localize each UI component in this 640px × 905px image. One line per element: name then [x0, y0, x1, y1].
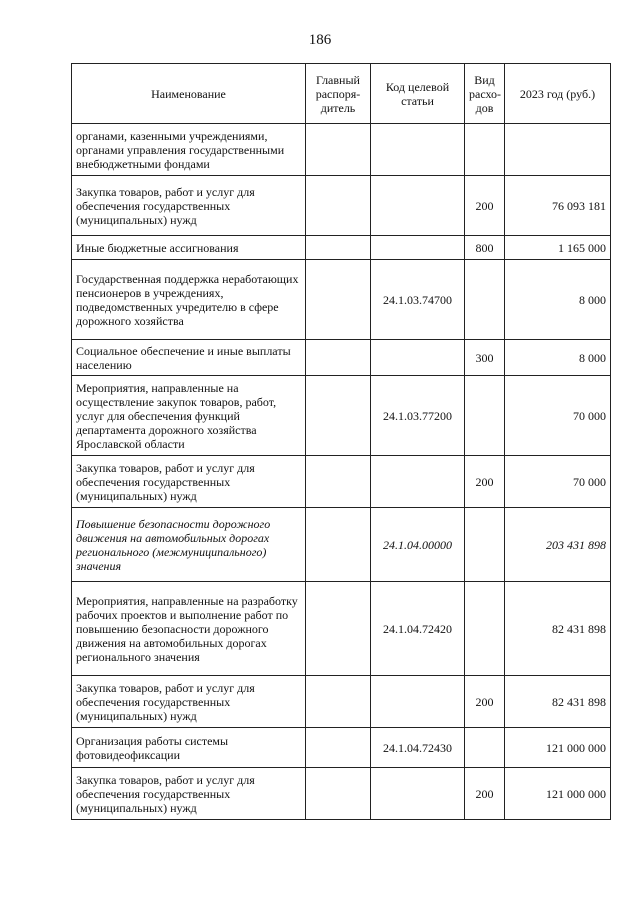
row-sum: 70 000	[505, 456, 611, 508]
row-sum: 121 000 000	[505, 768, 611, 820]
row-vid	[465, 728, 505, 768]
row-name: Закупка товаров, работ и услуг для обеспечения государственных (муниципальных) нужд	[72, 768, 306, 820]
table-row	[72, 508, 611, 582]
row-glavny	[306, 236, 371, 260]
row-sum: 82 431 898	[505, 676, 611, 728]
table-row	[72, 728, 611, 768]
row-code: 24.1.04.72430	[371, 728, 465, 768]
row-name: Социальное обеспечение и иные выплаты населению	[72, 340, 306, 376]
row-code	[371, 236, 465, 260]
row-sum: 76 093 181	[505, 176, 611, 236]
row-vid	[465, 582, 505, 676]
row-glavny	[306, 676, 371, 728]
row-glavny	[306, 376, 371, 456]
row-code	[371, 176, 465, 236]
row-vid	[465, 376, 505, 456]
row-glavny	[306, 768, 371, 820]
row-code	[371, 124, 465, 176]
row-name: Государственная поддержка неработающих пенсионеров в учреждениях, подведомственных учредителю в сфере дорожного хозяйства	[72, 260, 306, 340]
table-row	[72, 456, 611, 508]
row-code: 24.1.04.72420	[371, 582, 465, 676]
row-code	[371, 456, 465, 508]
header-sum: 2023 год (руб.)	[505, 64, 611, 124]
row-glavny	[306, 124, 371, 176]
table-row	[72, 176, 611, 236]
row-code: 24.1.04.00000	[371, 508, 465, 582]
row-vid: 200	[465, 768, 505, 820]
table-row	[72, 768, 611, 820]
table-row	[72, 582, 611, 676]
page-number: 186	[308, 32, 332, 48]
row-glavny	[306, 582, 371, 676]
budget-table	[71, 63, 611, 820]
row-name: Мероприятия, направленные на осуществление закупок товаров, работ, услуг для обеспечения функций департамента дорожного хозяйства Ярославской области	[72, 376, 306, 456]
header-glavny: Главный распоря-дитель	[306, 64, 371, 124]
row-vid	[465, 124, 505, 176]
row-name: органами, казенными учреждениями, органами управления государственными внебюджетными фондами	[72, 124, 306, 176]
row-sum: 121 000 000	[505, 728, 611, 768]
row-glavny	[306, 340, 371, 376]
row-sum: 82 431 898	[505, 582, 611, 676]
table-row	[72, 676, 611, 728]
row-sum: 8 000	[505, 260, 611, 340]
row-vid: 800	[465, 236, 505, 260]
table-row	[72, 124, 611, 176]
table-body	[72, 124, 611, 820]
row-sum: 8 000	[505, 340, 611, 376]
table-row	[72, 376, 611, 456]
row-name: Закупка товаров, работ и услуг для обеспечения государственных (муниципальных) нужд	[72, 676, 306, 728]
row-vid: 200	[465, 176, 505, 236]
table-header-row	[72, 64, 611, 124]
row-name: Закупка товаров, работ и услуг для обеспечения государственных (муниципальных) нужд	[72, 176, 306, 236]
row-code	[371, 340, 465, 376]
row-glavny	[306, 176, 371, 236]
row-glavny	[306, 728, 371, 768]
row-name: Закупка товаров, работ и услуг для обеспечения государственных (муниципальных) нужд	[72, 456, 306, 508]
header-name: Наименование	[72, 64, 306, 124]
row-sum: 203 431 898	[505, 508, 611, 582]
table-row	[72, 260, 611, 340]
row-vid	[465, 508, 505, 582]
row-code: 24.1.03.74700	[371, 260, 465, 340]
row-vid: 200	[465, 676, 505, 728]
row-glavny	[306, 260, 371, 340]
row-name: Организация работы системы фотовидеофиксации	[72, 728, 306, 768]
header-vid: Вид расхо-дов	[465, 64, 505, 124]
row-sum	[505, 124, 611, 176]
row-sum: 70 000	[505, 376, 611, 456]
row-vid: 300	[465, 340, 505, 376]
row-glavny	[306, 456, 371, 508]
row-code	[371, 768, 465, 820]
row-name: Повышение безопасности дорожного движения на автомобильных дорогах регионального (межмуниципального) значения	[72, 508, 306, 582]
row-glavny	[306, 508, 371, 582]
row-code: 24.1.03.77200	[371, 376, 465, 456]
row-vid: 200	[465, 456, 505, 508]
row-sum: 1 165 000	[505, 236, 611, 260]
row-code	[371, 676, 465, 728]
table-row	[72, 340, 611, 376]
row-name: Мероприятия, направленные на разработку рабочих проектов и выполнение работ по повышению безопасности дорожного движения на автомобильных дорогах регионального значения	[72, 582, 306, 676]
header-code: Код целевой статьи	[371, 64, 465, 124]
row-vid	[465, 260, 505, 340]
row-name: Иные бюджетные ассигнования	[72, 236, 306, 260]
table-row	[72, 236, 611, 260]
